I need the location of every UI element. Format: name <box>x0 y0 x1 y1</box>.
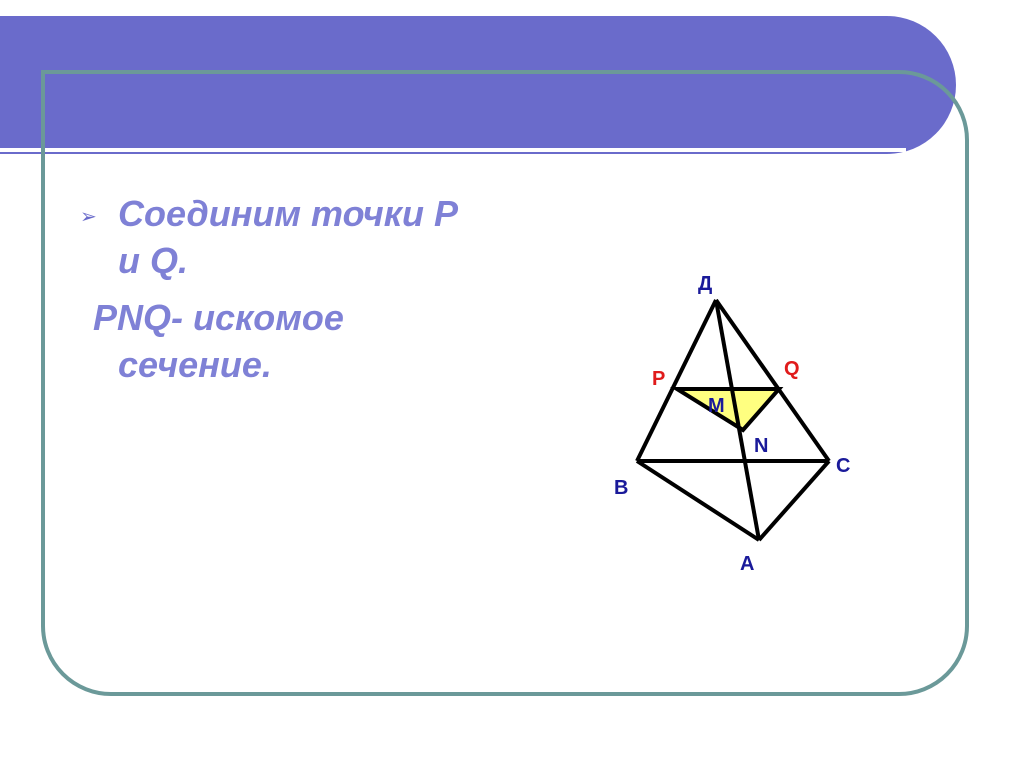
slide-text <box>0 0 560 420</box>
text-line-1: Соединим точки Р <box>118 193 459 234</box>
label-B: B <box>614 477 629 499</box>
edge-CA <box>759 461 829 540</box>
edge-DB <box>637 300 716 461</box>
text-line-3: PNQ- искомое <box>93 297 344 338</box>
text-line-4: сечение. <box>118 344 272 385</box>
label-Q: Q <box>784 358 800 380</box>
section-triangle <box>677 389 779 430</box>
label-D: Д <box>698 273 713 295</box>
label-M: M <box>708 395 725 417</box>
pyramid-diagram <box>600 260 860 580</box>
label-C: C <box>836 455 851 477</box>
edge-BA <box>637 461 759 540</box>
bullet-arrow-icon: ➢ <box>80 206 97 228</box>
label-N: N <box>754 435 769 457</box>
edge-DC <box>716 300 829 461</box>
label-A: A <box>740 553 755 575</box>
label-P: P <box>652 368 666 390</box>
text-line-2: и Q. <box>118 240 188 281</box>
